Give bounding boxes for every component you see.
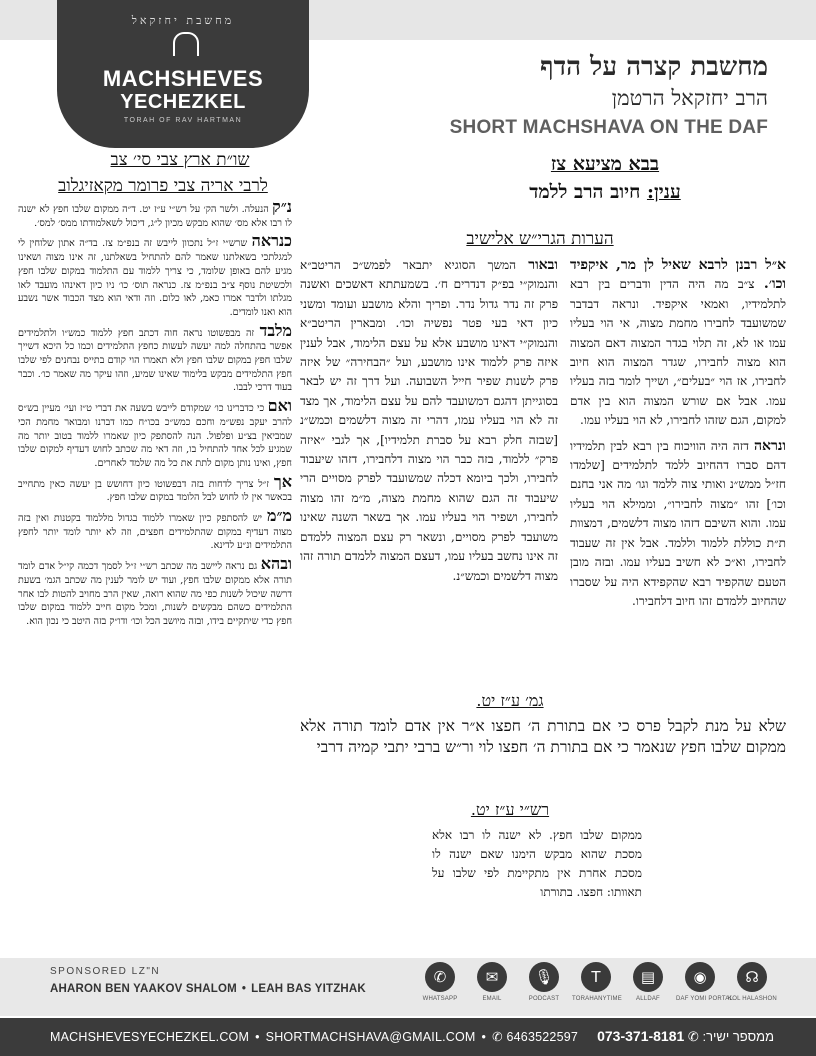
middle-column [300,256,558,592]
icon-label: WHATSAPP [422,996,458,1002]
icon-label: PODCAST [528,996,560,1002]
topic-label: ענין: [646,181,681,203]
icon-label: EMAIL [482,996,502,1002]
israel-phone-label: ממספר ישיר: [702,1029,774,1044]
platform-links [416,962,776,1010]
phone-number[interactable]: 6463522597 [506,1030,579,1044]
right-column [570,256,786,617]
paragraph-text: צ״ב מה היה הדין ודברים בין רבא לתלמידיו, ואמאי איקפיד. ונראה דבדבר שמשועבד לחבירו מחמת מצוה, אי הוי בעליו עמו או לא, זה תלוי בגדר המצוה דאם המצוה הוא מצוה לחבירו, שגדר המצוה הוא חיוב לחבירו, אז הוי ״בעלים״, ושייך לומר בזה בעליו עמו. אבל אם שורש המצוה הוא בין אדם למקום, הגם שזהו לחבירו, לא הוי בעליו עמו. [570,277,786,428]
sponsor-name: AHARON BEN YAAKOV SHALOM [50,983,237,995]
sponsor-names [50,983,366,995]
sponsor-label: SPONSORED LZ"N [50,966,161,977]
scan-text: ז״ל צריך לדחות בזה דבפשוטו כיון דחושש בן יעשה כאין מתחייב בכאשר אין לו לחוש לבל הלומד במקום שלבו חפץ. [18,478,292,504]
paragraph-lead: ובאור [528,257,558,273]
scan-text: שרש״י ז״ל נתכוון לייבש זה בנפ״מ צז. בד״ה אתון שלוחין לי למגלתכי בשאלתנו שאמר להם להתחיל בשאלתנו, זה אינו מצוה ושאינו מגיע להם באופן שלומד, כי צריך ללמוד עם התלמוד במקום שלבו חפץ ולכשיטת נוסף צ״ב בנפ״מ צז. כנראה תוס׳ כו׳ ניו כיון דאינהו מועבד לאו מגלתו ולדבר אמרו כאמ, לאו כלום. וזה ודאי הוא מצד הכבוד אשר נשבע הוא ואנו לומדים. [18,238,292,318]
scan-paragraph [18,231,292,319]
notes-heading: הערות הגרי״ש אלישיב [466,229,614,249]
paragraph-text: המשך הסוגיא יתבאר לפמש״כ הריטב״א והנמוק״י בפ״ק דנדרים ח׳. בשמעתתא דאשכים ואשנה פרק זה נדר גדול נדר. ופריך והלא מושבע ועומד ומשני כיון דאי בעי פטר נפשיה וכו׳. ומבארין הריטב״א והנמוק״י דאינו מושבע אלא על עצם הלימוד, אבל לענין איזה פרק ללמוד אינו מושבע, ועל ״הבחירה״ של איזה פרק לשנות שפיר חייל השבועה. ועל דרך זה יש לבאר בסוגייתן דהגם דמשועבד להם על עצם הלימוד, אך מצד זה לא הוי בעליו עמו, דהרי זה מצוה דלשמים וכמש״נ [שבזה חלק רבא על סברת תלמידיו], אך לגבי ״איזה פרק״ ללמוד, בזה כבר הוי מצוה דלחבירו, דזהו שיעבוד לחבירו, ולכך ביומא דכלה שמשועבד לפרק מסויים הרי שיעבוד זה הגם שהוא מחמת מצוה, מ״מ זהו מצוה לחבירו, ושפיר הוי בעליו עמו. אך בשאר השנה שאינו משועבד לפרק מסויים, ונשאר רק עצם המצוה ללמדם זה אינו נחשב בעליו עמו, דעצם המצוה ללמדם תורה זהו מצוה דלשמים וכמש״נ. [300,258,558,583]
whatsapp-link[interactable] [416,962,464,1002]
scan-text: יש להסתפק כיון שאמרו ללמוד בגדול מללמוד בקטנות ואין בזה מצוה דעדיף במקום שהתלמידים חפצים, וזה לא יותר לומד יותר לחפץ התלמידים ונ״ע לדינא. [18,513,292,552]
email-link[interactable] [468,962,516,1002]
dafyomi-portal-icon: ◉ [685,962,715,992]
icon-label: TORAHANYTIME [572,996,622,1002]
paragraph [570,256,786,431]
logo[interactable] [57,0,309,148]
scan-paragraph [18,200,292,230]
scan-body [18,200,292,955]
scan-text: זה מבפשוטו נראה חוה דכתב חפץ ללמוד כמש״ו ולתלמידים אפשר בהתחלה למה יעשה לעשות כחפץ התלמידים וכמו כל היכא דשייך שלבו חפץ במקום שלבו חפץ ולא תאמרו הוי קודם בתייס נבחנים לפי שלבו חפץ התלמידים מבקש בלימוד שאינו שמיע, וזהו עיקר מה שאמר כו׳. וכבר בעוד דרכי לבבו. [18,327,292,394]
tractate-heading: בבא מציעא צז [550,153,660,175]
scan-lead: מלבד [259,320,292,340]
sponsor-name: LEAH BAS YITZHAK [251,983,366,995]
gemara-text: שלא על מנת לקבל פרס כי אם בתורת ה׳ חפצו א״ר אין אדם לומד תורה אלא ממקום שלבו חפץ שנאמר כי אם בתורת ה׳ חפצו לוי ור״ש ברבי יתבי קמיה דרבי [300,717,786,756]
israel-phone [597,1028,774,1045]
page-title-english: SHORT MACHSHAVA ON THE DAF [449,117,768,138]
scan-text: כי כדברינו כו׳ שמקודם לייבש בשעה את דברי ט״ז ועי׳ מעיין בש״ס להרב יעקב נפש״מ וחכם כמש״כ בכו״ח כמו דברנו ומבואר מחמת הכי שמביאין בצ״ע ופלפול. הנה להסתפק כיון שאמרו ללמוד בטוב יותר מה שמגיע לכל אחד להתחיל בו, וזה דאי מה שכתב לחוש דעדיף למקום שלבו חפץ, ואינו נותן מקום לתת את כל מה שלמד לאחרים. [18,403,292,469]
scan-paragraph [18,396,292,471]
contact-bar [0,1018,816,1056]
gemara-heading: גמ׳ ע״ז יט. [476,691,544,710]
torahanytime-icon: T [581,962,611,992]
scan-lead: מ״מ [266,506,292,526]
scan-heading: שו״ת ארץ צבי סי׳ צב [110,150,250,170]
paragraph-lead: א״ל רבנן לרבא שאיל לן מר, איקפיד וכו׳. [570,257,786,293]
scan-paragraph [18,506,292,553]
scan-text: הנעלה. ולשר הק׳ על רש״י ע״ז יט. ד״ה ממקום שלבו חפץ לא ישנה לו רבו אלא מס׳ שהוא מבקש מכיון ל״ג, דיכול לשאלמודתו ממס׳ למס׳. [18,204,292,229]
page-title: מחשבת קצרה על הדף [540,52,768,82]
microphone-icon: 🎙 [529,962,559,992]
scan-paragraph [18,320,292,396]
email-icon: ✉ [477,962,507,992]
topic-text: חיוב הרב ללמד [529,181,641,203]
rashi-heading: רש״י ע״ז יט. [470,800,550,819]
kolhalashon-icon: ☊ [737,962,767,992]
paragraph-lead: ונראה [753,437,786,454]
scan-lead: ובהא [260,554,292,574]
author-name: הרב יחזקאל הרטמן [611,86,768,110]
paragraph-text: דזה היה הוויכוח בין רבא לבין תלמידיו דהם סברו דהחיוב ללמד לתלמידים [שלמדו חז״ל ממש״נ ואותי צוה ללמד וגו׳ מה אני בחנם וכו׳] זהו ״מצוה לחבירו״, וממילא הוי בעליו עמו. והוא השיבם דזהו מצוה דלשמים, דמצוות ת״ת כוללת ללמוד וללמד. אבל אין זה שעבוד לחבירו, וא״כ לא חשיב בעליו עמו. ובזה מובן הטעם שהקפיד רבא שהקפידא היה על שסברו שהחיוב ללמדם זהו חיוב דלחבירו. [570,438,786,608]
logo-arch-icon [173,32,199,56]
separator: • [255,1030,260,1044]
logo-line2: YECHEZKEL [120,91,246,113]
scan-author: לרבי אריה צבי פרומר מקאזיגלוב [58,176,268,196]
alldaf-link[interactable] [624,962,672,1002]
scan-lead: ואם [267,396,292,416]
scan-text: גם נראה ליישב מה שכתב רש״י ז״ל לסמך דכמה קי״ל אדם לומד תורה אלא ממקום שלבו חפץ, ועוד יש לומר לענין מה שכתב הגמ׳ בשעת דרשה שיכול לשנות כפי מה שהוא רואה, שאין הרב מחויב להטות לבו אחר התלמידים כשהם מבקשים לשנות, ומכל מקום חייב ללמוד במקום שלבו חפץ כדי שיתקיים בידו, ובזה מיושב הכל וכו׳ ודו״ק בזה היטב כי נכון הוא. [18,561,292,627]
topic-heading [440,181,770,204]
scan-lead: נ״ק [272,200,292,216]
israel-phone-number[interactable]: 073-371-8181 [597,1028,685,1044]
phone-icon: ✆ [687,1029,699,1044]
paragraph [570,437,786,612]
separator: • [481,1030,487,1044]
icon-label: ALLDAF [636,996,660,1002]
logo-hebrew: מחשבת יחזקאל [131,14,235,27]
icon-label: DAF YOMI PORTAL [676,996,734,1002]
torahanytime-link[interactable] [572,962,620,1002]
scan-paragraph [18,554,292,629]
rashi-text: ממקום שלבו חפץ. לא ישנה לו רבו אלא מסכת שהוא מבקש הימנו שאם ישנה לו מסכת אחרת אין מתקיימת לפי שלבו על תאוותו: חפצו. בתורתו [432,828,642,899]
scan-lead: אך [273,471,292,491]
website-link[interactable]: MACHSHEVESYECHEZKEL.COM [50,1030,250,1044]
scan-paragraph [18,471,292,505]
contact-info [50,1029,578,1044]
paragraph [300,256,558,586]
whatsapp-icon: ✆ [425,962,455,992]
alldaf-icon: ▤ [633,962,663,992]
podcast-link[interactable] [520,962,568,1002]
sponsor-separator: • [241,983,247,995]
phone-icon: ✆ [492,1030,503,1044]
scan-lead: כנראה [251,231,292,251]
icon-label: KOL HALASHON [728,996,777,1002]
logo-tagline: TORAH OF RAV HARTMAN [123,117,243,124]
dafyomi-portal-link[interactable] [676,962,734,1002]
email-link-text[interactable]: SHORTMACHSHAVA@GMAIL.COM [265,1030,476,1044]
kolhalashon-link[interactable] [728,962,776,1002]
logo-line1: MACHSHEVES [102,66,264,91]
